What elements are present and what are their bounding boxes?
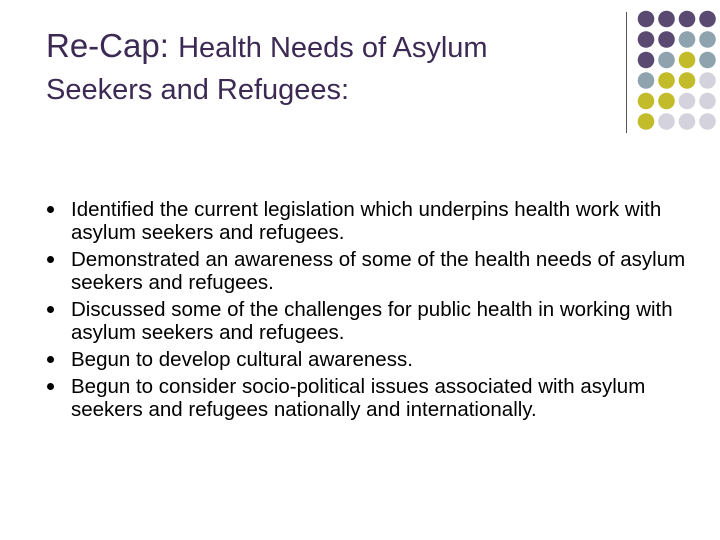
bullet-text: Discussed some of the challenges for public health in working with asylum seekers and refugees.: [71, 298, 673, 344]
bullet-list: [46, 198, 696, 425]
decorative-dot: [658, 31, 675, 48]
decorative-dot: [658, 52, 675, 69]
bullet-text: Begun to consider socio-political issues associated with asylum seekers and refugees nationally and internationally.: [71, 375, 646, 421]
bullet-dot-icon: [47, 383, 54, 390]
title-divider: [626, 12, 627, 133]
decorative-dot: [679, 93, 696, 110]
decorative-dot: [638, 52, 655, 69]
bullet-dot-icon: [47, 356, 54, 363]
decorative-dot: [699, 31, 716, 48]
decorative-dot: [658, 113, 675, 130]
decorative-dot: [658, 11, 675, 28]
decorative-dot: [638, 72, 655, 89]
bullet-dot-icon: [47, 206, 54, 213]
bullet-text: Begun to develop cultural awareness.: [71, 348, 413, 371]
decorative-dot: [658, 72, 675, 89]
slide-title: [46, 22, 621, 110]
title-line-2: Seekers and Refugees:: [46, 74, 350, 106]
decorative-dot: [638, 113, 655, 130]
decorative-dot: [699, 11, 716, 28]
bullet-dot-icon: [47, 306, 54, 313]
bullet-item: [46, 198, 696, 244]
title-prefix: Re-Cap:: [46, 27, 179, 64]
decorative-dot: [679, 113, 696, 130]
decorative-dot: [679, 11, 696, 28]
bullet-item: [46, 248, 696, 294]
decorative-dot: [699, 113, 716, 130]
decorative-dot: [638, 93, 655, 110]
bullet-item: [46, 348, 696, 371]
decorative-dot: [658, 93, 675, 110]
bullet-item: [46, 375, 696, 421]
decorative-dot: [699, 52, 716, 69]
decorative-dot: [679, 72, 696, 89]
title-main: Health Needs of Asylum: [178, 32, 488, 64]
bullet-text: Demonstrated an awareness of some of the health needs of asylum seekers and refugees.: [71, 248, 686, 294]
bullet-text: Identified the current legislation which underpins health work with asylum seekers and refugees.: [71, 198, 662, 244]
bullet-dot-icon: [47, 256, 54, 263]
title-line-1: [46, 22, 621, 70]
decorative-dot: [679, 31, 696, 48]
decorative-dot: [638, 11, 655, 28]
decorative-dot: [699, 93, 716, 110]
bullet-item: [46, 298, 696, 344]
decorative-dot: [699, 72, 716, 89]
decorative-dot: [638, 31, 655, 48]
decorative-dot: [679, 52, 696, 69]
